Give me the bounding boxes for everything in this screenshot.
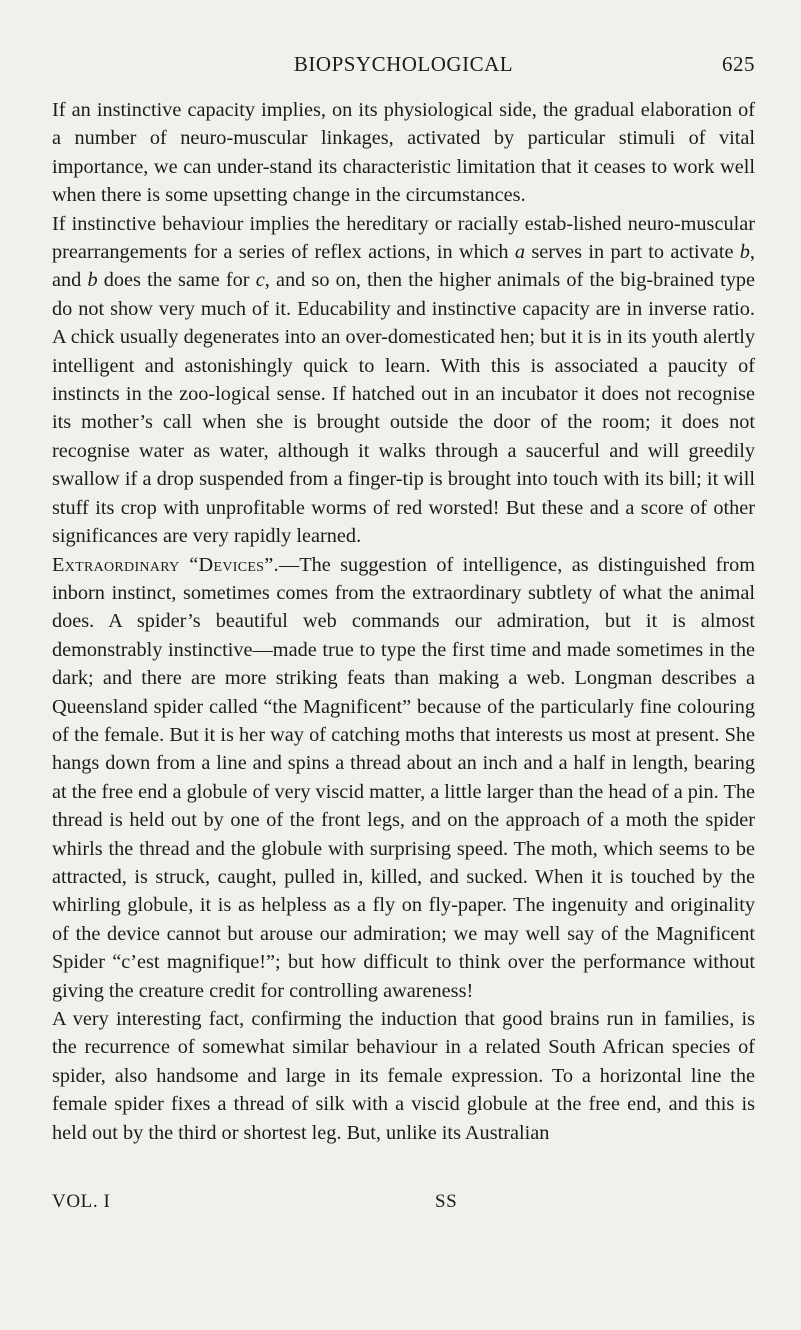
- paragraph-4: [52, 1005, 755, 1147]
- paragraph-2: [52, 210, 755, 551]
- page-footer: [52, 1191, 755, 1219]
- volume-label: VOL. I: [52, 1191, 111, 1212]
- variable-c: c: [255, 269, 265, 292]
- paragraph-2-text-part: , and so on, then the higher animals of the big-brained type do not show very much of it. Educability and instinctive capacity are in inverse ratio. A chick usually degenerates into an over-domesticated hen; but it is in its youth alertly intelligent and astonishingly quick to learn. With this is associated a paucity of instincts in the zoo-logical sense. If hatched out in an incubator it does not recognise its mother’s call when she is brought outside the door of the room; it does not recognise water as water, although it walks through a saucerful and will greedily swallow if a drop suspended from a finger-tip is brought into touch with its bill; it will stuff its crop with unprofitable worms of red worsted! But these and a score of other significances are very rapidly learned.: [52, 269, 755, 548]
- paragraph-3-text: —The suggestion of intelligence, as distinguished from inborn instinct, sometimes comes from the extraordinary subtlety of what the animal does. A spider’s beautiful web commands our admiration, but it is almost demonstrably instinctive—made true to type the first time and made sometimes in the dark; and there are more striking feats than making a web. Longman describes a Queensland spider called “the Magnificent” because of the particularly fine colouring of the female. But it is her way of catching moths that interests us most at present. She hangs down from a line and spins a thread about an inch and a half in length, bearing at the free end a globule of very viscid matter, a little larger than the head of a pin. The thread is held out by one of the front legs, and on the approach of a moth the spider whirls the thread and the globule with surprising speed. The moth, which seems to be attracted, is struck, caught, pulled in, killed, and sucked. When it is touched by the whirling globule, it is as helpless as a fly on fly-paper. The ingenuity and originality of the device cannot but arouse our admiration; we may well say of the Magnificent Spider “c’est magnifique!”; but how difficult to think over the performance without giving the creature credit for controlling awareness!: [52, 553, 755, 1002]
- body-text: [52, 96, 755, 1147]
- paragraph-1-text: If an instinctive capacity implies, on its physiological side, the gradual elaboration of a number of neuro-muscular linkages, activated by particular stimuli of vital importance, we can under-stand its characteristic limitation that it ceases to work well when there is some upsetting change in the circumstances.: [52, 99, 755, 207]
- page-number: 625: [722, 52, 755, 76]
- paragraph-2-text-part: serves in part to activate: [525, 241, 740, 264]
- variable-a: a: [514, 241, 526, 264]
- variable-b: b: [87, 269, 98, 292]
- paragraph-3: [52, 551, 755, 1006]
- signature-mark: SS: [435, 1191, 458, 1212]
- paragraph-4-text: A very interesting fact, confirming the induction that good brains run in families, is the recurrence of somewhat similar behaviour in a related South African species of spider, also handsome and large in its female expression. To a horizontal line the female spider fixes a thread of silk with a viscid globule at the free end, and this is held out by the third or shortest leg. But, unlike its Australian: [52, 1008, 755, 1144]
- paragraph-1: [52, 96, 755, 210]
- section-heading: Extraordinary “Devices”.: [52, 553, 279, 576]
- paragraph-2-text-part: , and: [52, 241, 755, 292]
- running-head: [52, 52, 755, 84]
- running-title: BIOPSYCHOLOGICAL: [293, 52, 514, 76]
- variable-b: b: [739, 241, 750, 264]
- paragraph-2-text-part: does the same for: [97, 269, 256, 292]
- paragraph-2-text-part: If instinctive behaviour implies the hereditary or racially estab-lished neuro-muscular prearrangements for a series of reflex actions, in which: [52, 212, 755, 264]
